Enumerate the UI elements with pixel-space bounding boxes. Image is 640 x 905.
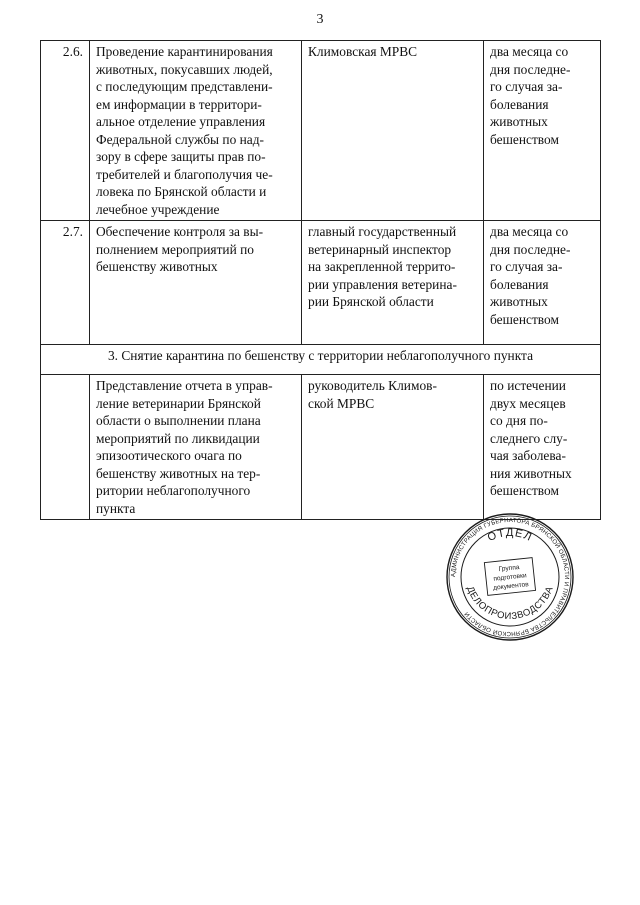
action-cell: Представление отчета в управ- ление ветеринарии Брянской области о выполнении плана мероприятий по ликвидации эпизоотического очага по бешенству животных на тер- ритории неблагополучного пункта [90, 375, 302, 520]
responsible-cell: главный государственный ветеринарный инспектор на закрепленной террито- рии управления ветерина- рии Брянской области [302, 221, 484, 345]
table-row [41, 221, 601, 345]
action-cell: Проведение карантинирования животных, покусавших людей, с последующим представлени- ем информации в территори- альное отделение управления Федеральной службы по над- зору в сфере защиты прав по- требителей и благополучия че- ловека по Брянской области и лечебное учреждение [90, 41, 302, 221]
section-row [41, 345, 601, 375]
stamp-box-line: подготовки [493, 572, 528, 583]
stamp-ring-text: АДМИНИСТРАЦИЯ ГУБЕРНАТОРА БРЯНСКОЙ ОБЛАСТИ И ПРАВИТЕЛЬСТВА БРЯНСКОЙ ОБЛАСТИ [449, 516, 571, 638]
stamp-bottom-word: ДЕЛОПРОИЗВОДСТВА [464, 584, 556, 623]
deadline-cell: по истечении двух месяцев со дня по- следнего слу- чая заболева- ния животных бешенством [484, 375, 601, 520]
stamp-box-line: документов [492, 581, 530, 592]
section-heading: 3. Снятие карантина по бешенству с территории неблагополучного пункта [41, 345, 601, 375]
deadline-cell: два месяца со дня последне- го случая за- болевания животных бешенством [484, 221, 601, 345]
official-stamp [445, 512, 575, 642]
responsible-cell: руководитель Климов- ской МРВС [302, 375, 484, 520]
row-number: 2.6. [41, 41, 90, 221]
measures-table [40, 40, 601, 520]
svg-text:ОТДЕЛ [486, 527, 534, 544]
stamp-box-line: Группа [498, 563, 520, 574]
svg-text:ДЕЛОПРОИЗВОДСТВА [464, 585, 556, 622]
action-cell: Обеспечение контроля за вы- полнением мероприятий по бешенству животных [90, 221, 302, 345]
table-row [41, 375, 601, 520]
row-number: 2.7. [41, 221, 90, 345]
responsible-cell: Климовская МРВС [302, 41, 484, 221]
row-number [41, 375, 90, 520]
deadline-cell: два месяца со дня последне- го случая за- болевания животных бешенством [484, 41, 601, 221]
table-row [41, 41, 601, 221]
stamp-top-word: ОТДЕЛ [485, 526, 535, 545]
page-number: 3 [316, 12, 324, 27]
